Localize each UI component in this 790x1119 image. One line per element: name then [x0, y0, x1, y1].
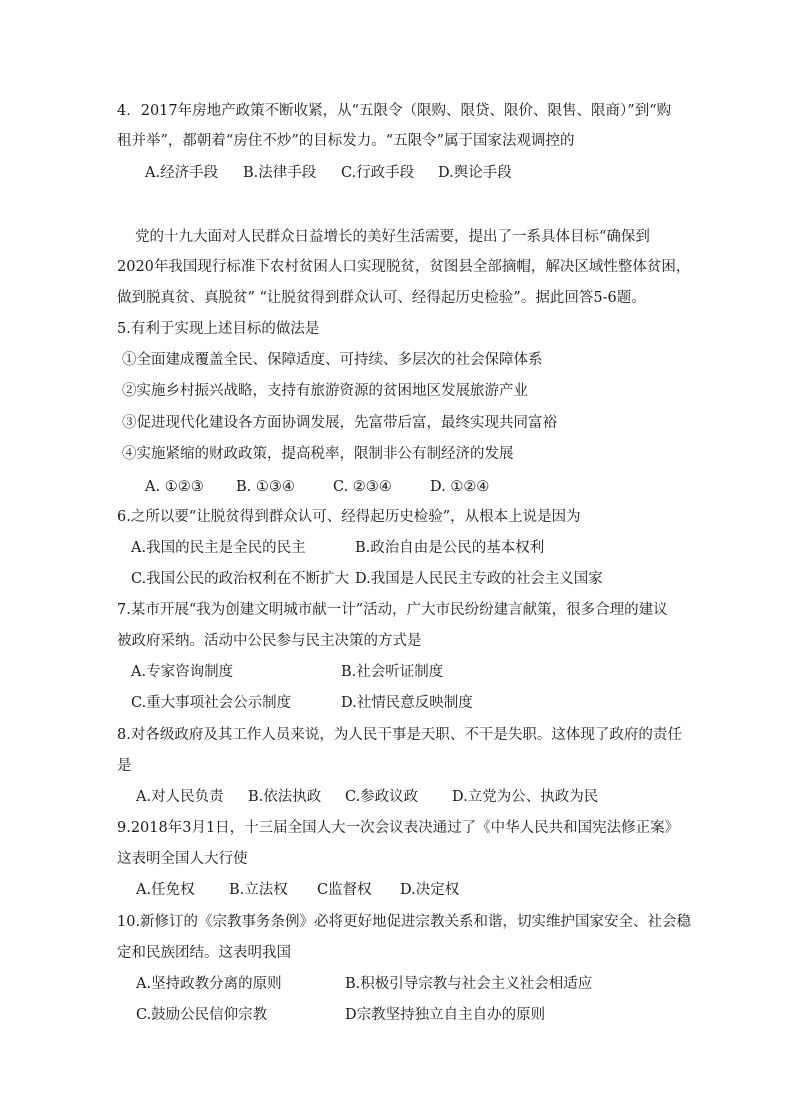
q6-option-d: D.我国是人民民主专政的社会主义国家 [355, 571, 603, 587]
q4-stem-line-1: 4．2017年房地产政策不断收紧，从“五限令（限购、限贷、限价、限售、限商）”到“购 [117, 103, 672, 119]
q6-option-b: B.政治自由是公民的基本权利 [355, 540, 545, 556]
q5-option-b: B. ①③④ [236, 479, 295, 495]
passage-line-3: 做到脱真贫、真脱贫” “让脱贫得到群众认可、经得起历史检验”。据此回答5-6题。 [117, 290, 646, 306]
passage-line-1: 党的十九大面对人民群众日益增长的美好生活需要，提出了一系具体目标“确保到 [135, 229, 650, 245]
q7-option-c: C.重大事项社会公示制度 [131, 695, 292, 711]
q9-option-b: B.立法权 [229, 882, 288, 898]
q9-option-a: A.任免权 [136, 882, 195, 898]
q4-option-b: B.法律手段 [243, 165, 317, 181]
q10-option-d: D宗教坚持独立自主自办的原则 [345, 1007, 546, 1023]
q4-stem-line-2: 租并举”，都朝着“房住不炒”的目标发力。“五限令”属于国家法观调控的 [117, 133, 575, 149]
q5-option-a: A. ①②③ [145, 479, 204, 495]
q10-option-c: C.鼓励公民信仰宗教 [136, 1007, 268, 1023]
q7-stem-line-1: 7.某市开展“我为创建文明城市献一计”活动，广大市民纷纷建言献策，很多合理的建议 [117, 602, 668, 618]
q7-stem-line-2: 被政府采纳。活动中公民参与民主决策的方式是 [117, 633, 422, 649]
q8-option-b: B.依法执政 [248, 789, 322, 805]
q5-option-c: C. ②③④ [333, 479, 392, 495]
q4-option-a: A.经济手段 [145, 165, 219, 181]
q10-stem-line-1: 10.新修订的《宗教事务条例》必将更好地促进宗教关系和谐，切实维护国家安全、社会稳 [117, 914, 692, 930]
q6-option-a: A.我国的民主是全民的民主 [131, 540, 306, 556]
q9-stem-line-1: 9.2018年3月1日，十三届全国人大一次会议表决通过了《中华人民共和国宪法修正案》 [117, 820, 680, 836]
q6-stem: 6.之所以要“让脱贫得到群众认可、经得起历史检验”，从根本上说是因为 [117, 509, 581, 525]
q9-option-c: C监督权 [317, 882, 372, 898]
q7-option-b: B.社会听证制度 [341, 664, 444, 680]
q4-option-c: C.行政手段 [341, 165, 415, 181]
q5-option-d: D. ①②④ [430, 479, 490, 495]
q10-option-a: A.坚持政教分离的原则 [136, 976, 282, 992]
q10-stem-line-2: 定和民族团结。这表明我国 [117, 945, 291, 961]
q8-stem-line-1: 8.对各级政府及其工作人员来说，为人民干事是天职、不干是失职。这体现了政府的责任 [117, 727, 682, 743]
q9-option-d: D.决定权 [400, 882, 460, 898]
q8-option-a: A.对人民负责 [136, 789, 224, 805]
q10-option-b: B.积极引导宗教与社会主义社会相适应 [345, 976, 593, 992]
q8-option-d: D.立党为公、执政为民 [452, 789, 599, 805]
q5-item-3: ③促进现代化建设各方面协调发展，先富带后富，最终实现共同富裕 [122, 415, 557, 431]
q5-stem: 5.有利于实现上述目标的做法是 [117, 321, 320, 337]
q4-option-d: D.舆论手段 [438, 165, 512, 181]
q7-option-d: D.社情民意反映制度 [341, 695, 473, 711]
q9-stem-line-2: 这表明全国人大行使 [117, 851, 248, 867]
q6-option-c: C.我国公民的政治权利在不断扩大 [131, 571, 350, 587]
q5-item-4: ④实施紧缩的财政政策，提高税率，限制非公有制经济的发展 [122, 446, 514, 462]
q8-stem-line-2: 是 [117, 758, 132, 774]
q5-item-2: ②实施乡村振兴战略，支持有旅游资源的贫困地区发展旅游产业 [122, 383, 528, 399]
q7-option-a: A.专家咨询制度 [131, 664, 234, 680]
q8-option-c: C.参政议政 [345, 789, 419, 805]
q5-item-1: ①全面建成覆盖全民、保障适度、可持续、多层次的社会保障体系 [122, 352, 543, 368]
passage-line-2: 2020年我国现行标准下农村贫困人口实现脱贫，贫图县全部摘帽，解决区域性整体贫困， [117, 259, 691, 275]
